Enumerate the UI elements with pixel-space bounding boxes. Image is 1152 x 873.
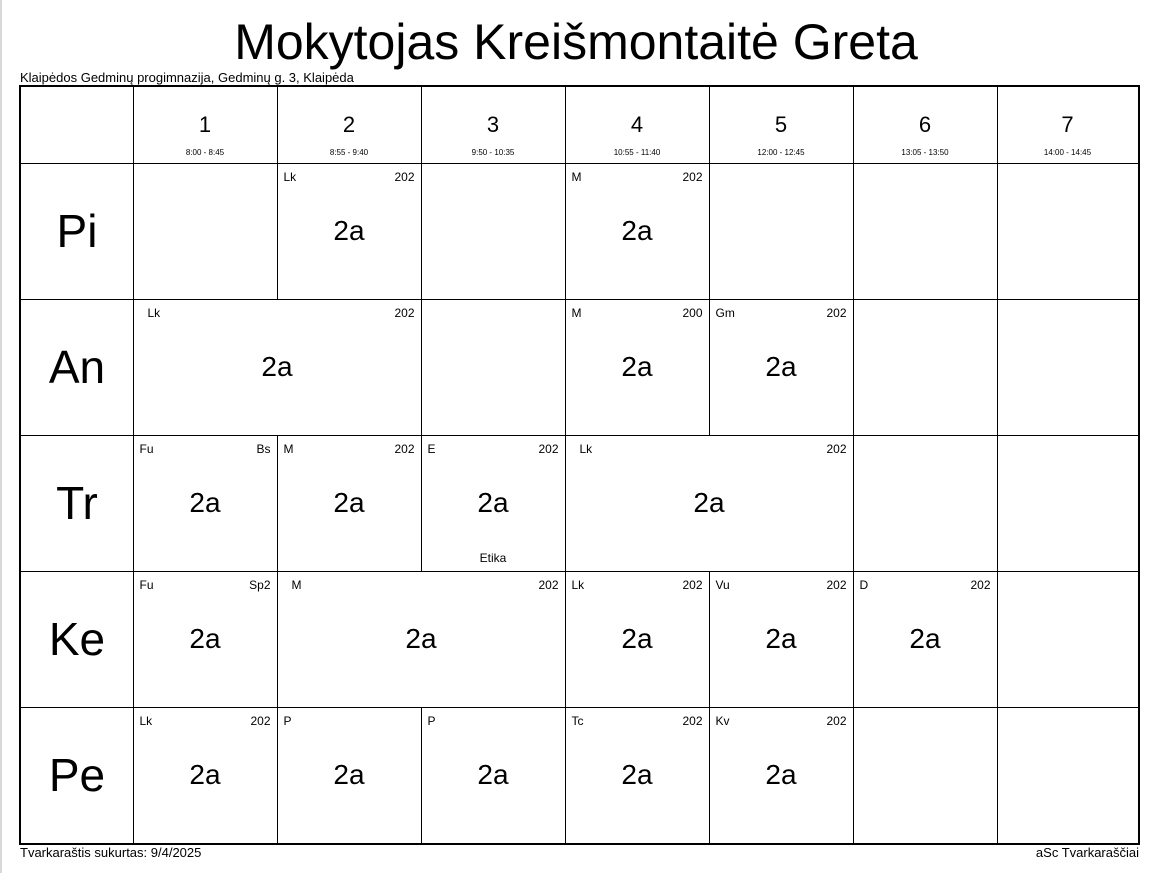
lesson-cell[interactable] [565,436,854,571]
lesson-subject: D [859,577,869,592]
lesson-class: 2a [189,486,221,518]
lesson-class: 2a [621,350,653,382]
day-label: Pe [48,749,106,801]
page-edge-line [0,0,2,873]
lesson-subject: Gm [715,305,735,320]
lesson-class: 2a [765,758,797,790]
page-title: Mokytojas Kreišmontaitė Greta [234,14,918,70]
lesson-class: 2a [477,486,509,518]
lesson-cell[interactable] [277,436,422,571]
lesson-room: 202 [394,441,415,456]
period-number: 7 [1061,112,1074,137]
lesson-subject: M [291,577,302,592]
lesson-cell[interactable] [421,436,566,571]
period-header [277,87,421,163]
period-header [997,87,1138,163]
period-header [565,87,709,163]
period-header [853,87,997,163]
lesson-room: Sp2 [249,577,271,592]
period-time: 10:55 - 11:40 [613,148,661,157]
day-label: An [48,341,106,393]
day-label: Ke [48,613,106,665]
lesson-room: 202 [826,441,847,456]
lesson-cell[interactable] [133,436,278,571]
timetable-grid [19,85,1140,845]
lesson-room: 202 [826,577,847,592]
lesson-room: 202 [970,577,991,592]
lesson-class: 2a [405,622,437,654]
period-time: 9:50 - 10:35 [471,148,515,157]
lesson-room: 202 [250,713,271,728]
lesson-subject: Lk [147,305,161,320]
lesson-room: 202 [682,713,703,728]
lesson-cell[interactable] [853,572,998,707]
lesson-room: 202 [538,577,559,592]
period-number: 6 [918,112,932,137]
period-time: 8:55 - 9:40 [329,148,369,157]
lesson-cell[interactable] [277,708,422,843]
period-time: 14:00 - 14:45 [1043,148,1092,157]
lesson-cell[interactable] [565,572,710,707]
lesson-subject: P [427,713,436,728]
software-credit: aSc Tvarkaraščiai [1035,845,1139,860]
lesson-subject: Lk [283,169,297,184]
period-number: 2 [342,112,356,137]
lesson-cell[interactable] [709,300,854,435]
lesson-class: 2a [621,214,653,246]
period-header [421,87,565,163]
lesson-class: 2a [765,350,797,382]
lesson-class: 2a [621,758,653,790]
lesson-cell[interactable] [565,300,710,435]
lesson-subject: Tc [571,713,584,728]
lesson-subject: M [283,441,294,456]
lesson-cell[interactable] [565,164,710,299]
day-label: Tr [56,477,98,529]
lesson-class: 2a [909,622,941,654]
lesson-cell[interactable] [277,164,422,299]
period-number: 4 [630,112,644,137]
period-number: 5 [774,112,788,137]
lesson-class: 2a [333,214,365,246]
lesson-cell[interactable] [421,708,566,843]
grid-column-line [997,87,998,843]
lesson-cell[interactable] [133,708,278,843]
lesson-room: Bs [256,441,271,456]
lesson-class: 2a [765,622,797,654]
lesson-room: 202 [394,169,415,184]
lesson-subject: Lk [571,577,585,592]
lesson-subject: Lk [579,441,593,456]
period-number: 3 [486,112,500,137]
lesson-room: 202 [826,305,847,320]
lesson-class: 2a [261,350,293,382]
lesson-class: 2a [693,486,725,518]
lesson-room: 202 [682,577,703,592]
day-label: Pi [56,205,98,257]
lesson-note: Etika [479,550,507,565]
lesson-cell[interactable] [565,708,710,843]
lesson-class: 2a [189,622,221,654]
lesson-class: 2a [621,622,653,654]
lesson-room: 202 [394,305,415,320]
lesson-cell[interactable] [709,708,854,843]
lesson-class: 2a [477,758,509,790]
lesson-cell[interactable] [133,572,278,707]
lesson-subject: Fu [139,577,154,592]
lesson-room: 202 [826,713,847,728]
lesson-room: 202 [538,441,559,456]
lesson-subject: Kv [715,713,730,728]
lesson-room: 200 [682,305,703,320]
lesson-cell[interactable] [133,300,422,435]
lesson-subject: P [283,713,292,728]
period-header [133,87,277,163]
lesson-class: 2a [333,758,365,790]
lesson-cell[interactable] [277,572,566,707]
period-time: 8:00 - 8:45 [185,148,225,157]
period-time: 13:05 - 13:50 [901,148,949,157]
period-header [709,87,853,163]
period-time: 12:00 - 12:45 [757,148,805,157]
lesson-subject: M [571,305,582,320]
lesson-subject: Lk [139,713,153,728]
lesson-cell[interactable] [709,572,854,707]
period-number: 1 [198,112,212,137]
lesson-subject: E [427,441,436,456]
lesson-subject: M [571,169,582,184]
lesson-class: 2a [189,758,221,790]
lesson-class: 2a [333,486,365,518]
school-address: Klaipėdos Gedminų progimnazija, Gedminų g. 3, Klaipėda [20,70,354,85]
lesson-subject: Fu [139,441,154,456]
lesson-room: 202 [682,169,703,184]
lesson-subject: Vu [715,577,730,592]
created-date: Tvarkaraštis sukurtas: 9/4/2025 [20,845,202,860]
